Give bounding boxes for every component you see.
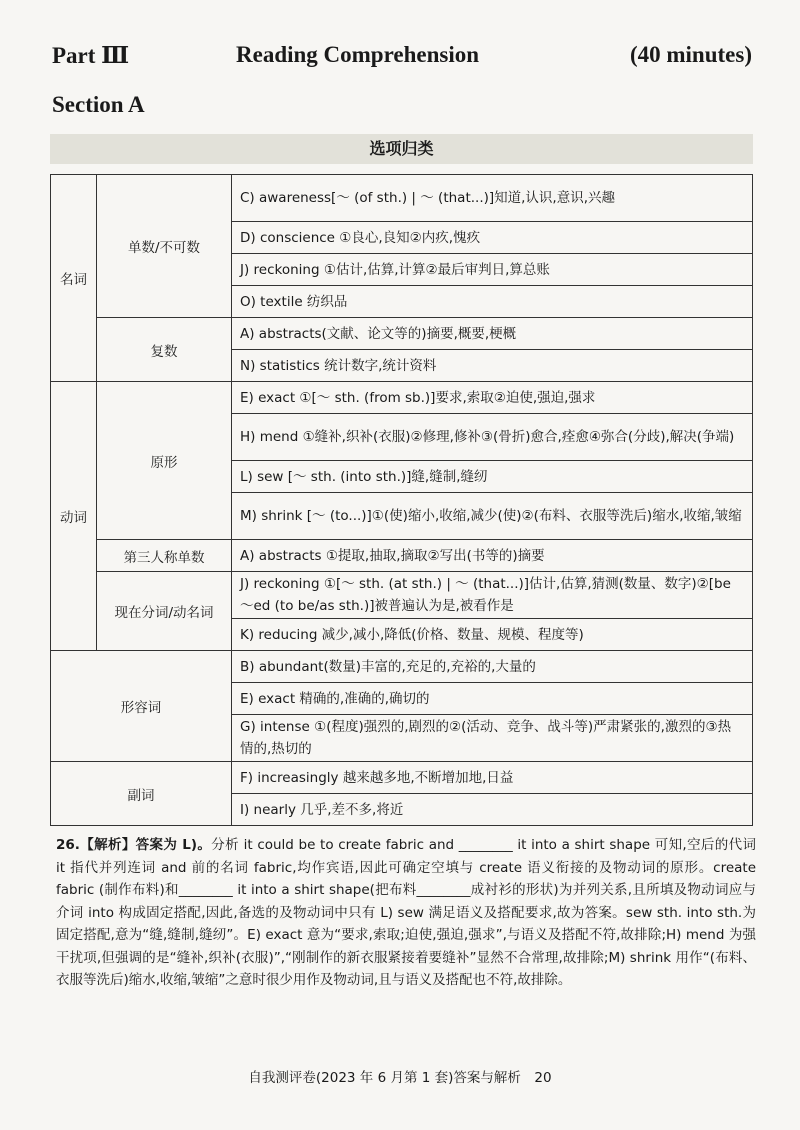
definition-entry: I) nearly 几乎,差不多,将近: [232, 794, 753, 826]
definition-entry: H) mend ①缝补,织补(衣服)②修理,修补③(骨折)愈合,痊愈④弥合(分歧),解决(争端): [232, 414, 753, 461]
table-row: [51, 572, 753, 619]
definition-entry: O) textile 纺织品: [232, 286, 753, 318]
table-row: [51, 651, 753, 683]
definition-entry: J) reckoning ①[～ sth. (at sth.) | ～ (that...)]估计,估算,猜测(数量、数字)②[be ～ed (to be/as sth.)]被普遍认为是,被看作是: [232, 572, 753, 619]
subcategory-label: 原形: [97, 382, 232, 540]
category-label: 名词: [51, 175, 97, 382]
subcategory-label: 现在分词/动名词: [97, 572, 232, 651]
definition-entry: K) reducing 减少,减小,降低(价格、数量、规模、程度等): [232, 619, 753, 651]
subcategory-label: 第三人称单数: [97, 540, 232, 572]
part-number: Part Ⅲ: [52, 43, 130, 68]
answer-explanation: [56, 834, 756, 992]
definition-entry: A) abstracts(文献、论文等的)摘要,概要,梗概: [232, 318, 753, 350]
answer-lead: 26.【解析】答案为 L)。: [56, 837, 212, 853]
definition-entry: M) shrink [～ (to...)]①(使)缩小,收缩,减少(使)②(布料、衣服等洗后)缩水,收缩,皱缩: [232, 493, 753, 540]
definition-entry: A) abstracts ①提取,抽取,摘取②写出(书等的)摘要: [232, 540, 753, 572]
table-title-band: 选项归类: [50, 134, 753, 164]
table-body: [51, 175, 753, 826]
category-label: 形容词: [51, 651, 232, 762]
definition-entry: L) sew [～ sth. (into sth.)]缝,缝制,缝纫: [232, 461, 753, 493]
subcategory-label: 单数/不可数: [97, 175, 232, 318]
part-title: Reading Comprehension: [236, 42, 480, 67]
subcategory-label: 复数: [97, 318, 232, 382]
category-label: 副词: [51, 762, 232, 826]
page-footer: 自我测评卷(2023 年 6 月第 1 套)答案与解析 20: [248, 1070, 552, 1086]
definition-entry: E) exact ①[～ sth. (from sb.)]要求,索取②迫使,强迫,强求: [232, 382, 753, 414]
time-limit: (40 minutes): [629, 42, 752, 67]
table-row: [51, 382, 753, 414]
definition-entry: D) conscience ①良心,良知②内疚,愧疚: [232, 222, 753, 254]
section-title: Section A: [52, 92, 145, 117]
definition-entry: C) awareness[～ (of sth.) | ～ (that...)]知道,认识,意识,兴趣: [232, 175, 753, 222]
table-row: [51, 318, 753, 350]
explanation-body: 分析 it could be to create fabric and ________ it into a shirt shape 可知,空后的代词 it 指代并列连词 and 前的名词 fabric,均作宾语,因此可确定空填与 create 语义衔接的及物动词的原形。create fabric (制作布料)和________ it into a shirt shape(把布料________成衬衫的形状)为并列关系,且所填及物动词应与介词 into 构成固定搭配,因此,备选的及物动词中只有 L) sew 满足语义及搭配要求,故为答案。sew sth. into sth.为固定搭配,意为“缝,缝制,缝纫”。E) exact 意为“要求,索取;迫使,强迫,强求”,与语义及搭配不符,故排除;H) mend 为强干扰项,但强调的是“缝补,织补(衣服)”,“刚制作的新衣服紧接着要缝补”显然不合常理,故排除;M) shrink 用作“(布料、衣服等洗后)缩水,收缩,皱缩”之意时很少用作及物动词,且与语义及搭配也不符,故排除。: [56, 837, 756, 988]
definition-entry: G) intense ①(程度)强烈的,剧烈的②(活动、竞争、战斗等)严肃紧张的,激烈的③热情的,热切的: [232, 715, 753, 762]
definition-entry: J) reckoning ①估计,估算,计算②最后审判日,算总账: [232, 254, 753, 286]
definition-entry: E) exact 精确的,准确的,确切的: [232, 683, 753, 715]
definition-entry: F) increasingly 越来越多地,不断增加地,日益: [232, 762, 753, 794]
table-row: [51, 175, 753, 222]
table-row: [51, 540, 753, 572]
definition-entry: N) statistics 统计数字,统计资料: [232, 350, 753, 382]
options-classification-table: [50, 174, 753, 826]
table-row: [51, 762, 753, 794]
part-header: [52, 42, 752, 76]
definition-entry: B) abundant(数量)丰富的,充足的,充裕的,大量的: [232, 651, 753, 683]
category-label: 动词: [51, 382, 97, 651]
